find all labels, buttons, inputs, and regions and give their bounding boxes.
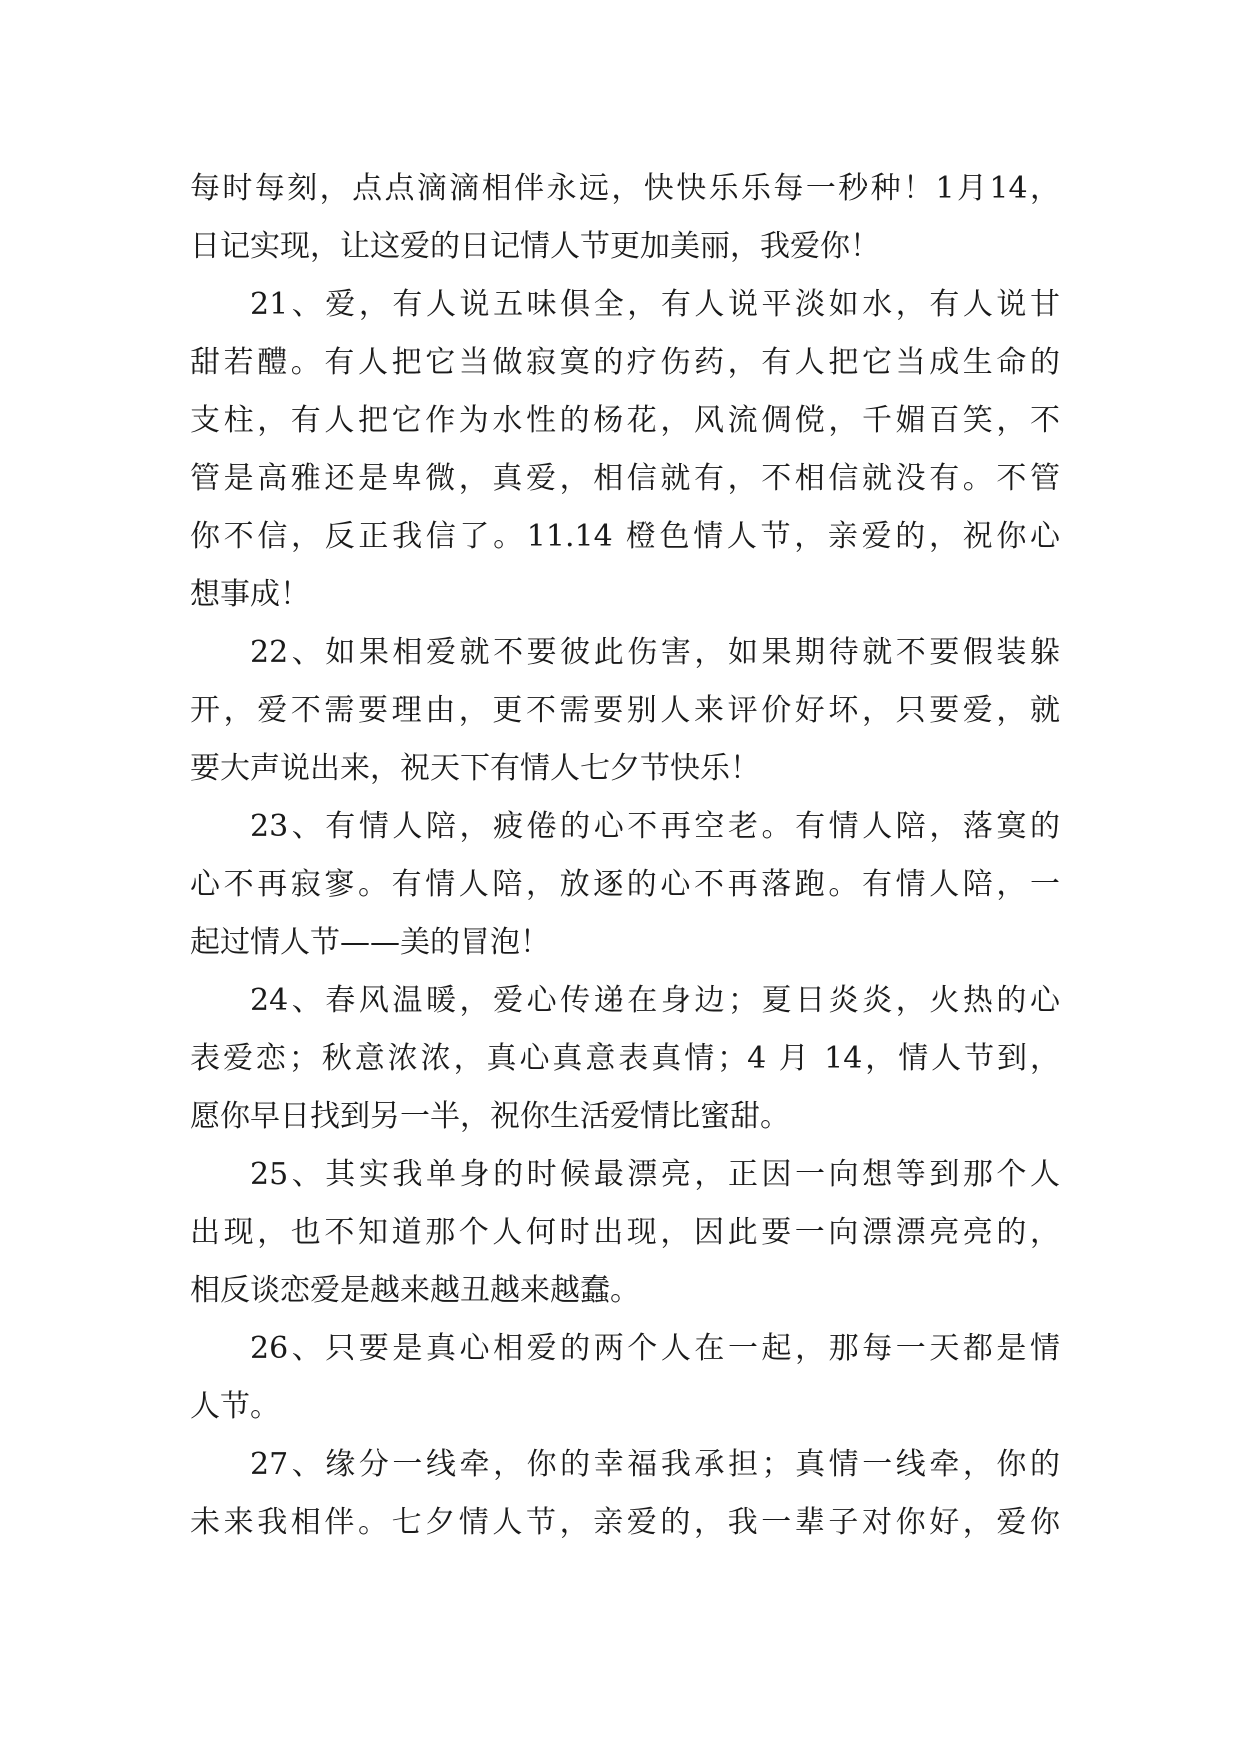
text-line: 24、春风温暖，爱心传递在身边；夏日炎炎，火热的心	[250, 983, 1060, 1018]
text-line: 表爱恋；秋意浓浓，真心真意表真情；4 月 14，情人节到，	[190, 1041, 1060, 1076]
text-line: 出现，也不知道那个人何时出现，因此要一向漂漂亮亮的，	[190, 1215, 1060, 1250]
text-line: 你不信，反正我信了。11.14 橙色情人节，亲爱的，祝你心	[190, 519, 1060, 554]
text-line: 愿你早日找到另一半，祝你生活爱情比蜜甜。	[190, 1099, 790, 1134]
text-line: 21、爱，有人说五味俱全，有人说平淡如水，有人说甘	[250, 287, 1060, 322]
text-line: 要大声说出来，祝天下有情人七夕节快乐！	[190, 751, 760, 786]
text-line: 起过情人节——美的冒泡！	[190, 925, 550, 960]
text-line: 26、只要是真心相爱的两个人在一起，那每一天都是情	[250, 1331, 1060, 1366]
text-line: 未来我相伴。七夕情人节，亲爱的，我一辈子对你好，爱你	[190, 1505, 1060, 1540]
text-line: 甜若醴。有人把它当做寂寞的疗伤药，有人把它当成生命的	[190, 345, 1060, 380]
document-page	[190, 160, 1060, 1552]
text-line: 管是高雅还是卑微，真爱，相信就有，不相信就没有。不管	[190, 461, 1060, 496]
text-line: 22、如果相爱就不要彼此伤害，如果期待就不要假装躲	[250, 635, 1060, 670]
text-line: 每时每刻，点点滴滴相伴永远，快快乐乐每一秒种！1月14，	[190, 171, 1060, 206]
text-line: 27、缘分一线牵，你的幸福我承担；真情一线牵，你的	[250, 1447, 1060, 1482]
text-line: 开，爱不需要理由，更不需要别人来评价好坏，只要爱，就	[190, 693, 1060, 728]
text-line: 23、有情人陪，疲倦的心不再空老。有情人陪，落寞的	[250, 809, 1060, 844]
text-line: 支柱，有人把它作为水性的杨花，风流倜傥，千媚百笑，不	[190, 403, 1060, 438]
text-line: 日记实现，让这爱的日记情人节更加美丽，我爱你！	[190, 229, 880, 264]
text-line: 人节。	[190, 1389, 280, 1424]
text-line: 相反谈恋爱是越来越丑越来越蠢。	[190, 1273, 640, 1308]
text-line: 心不再寂寥。有情人陪，放逐的心不再落跑。有情人陪，一	[190, 867, 1060, 902]
text-line: 想事成！	[190, 577, 310, 612]
text-line: 25、其实我单身的时候最漂亮，正因一向想等到那个人	[250, 1157, 1060, 1192]
